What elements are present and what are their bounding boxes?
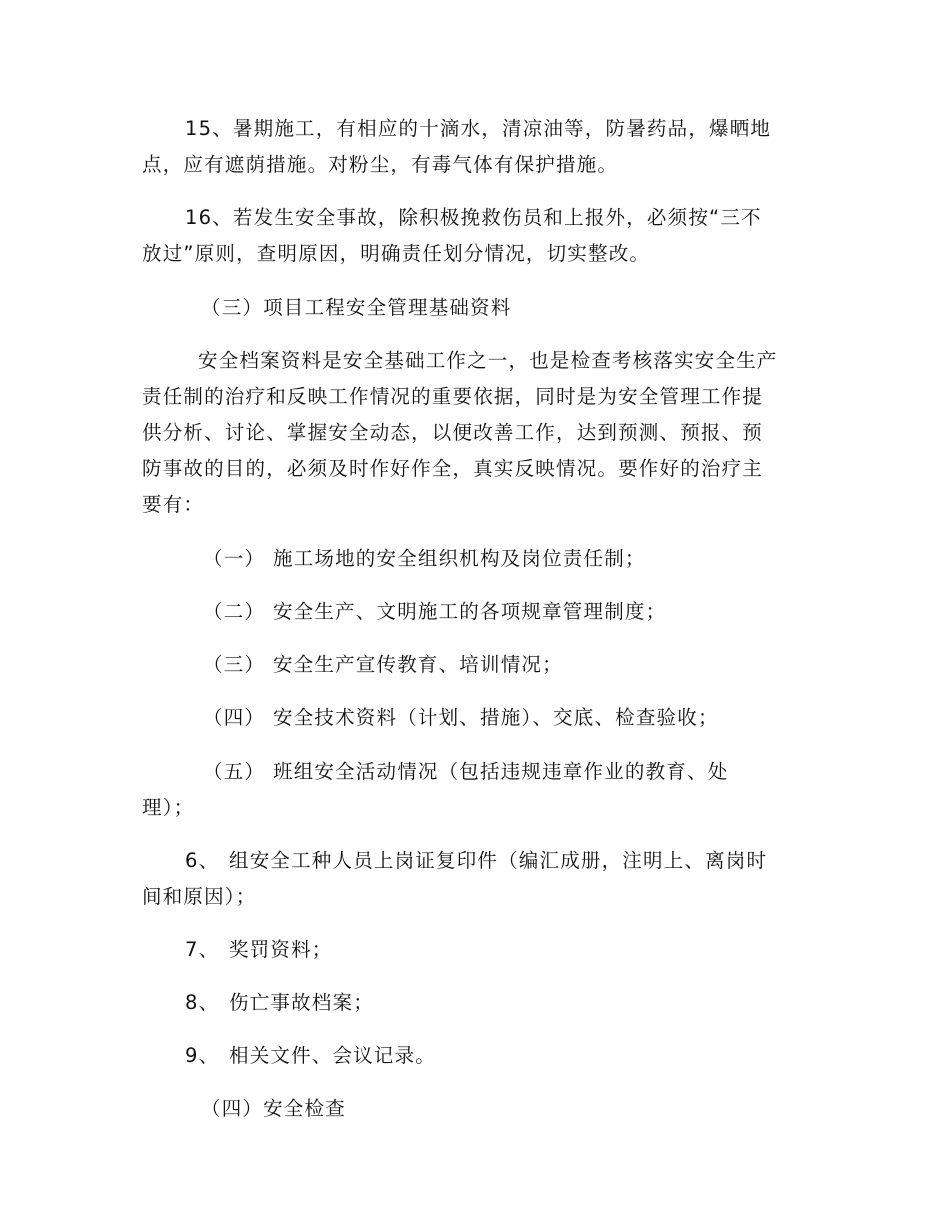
section-4-heading: （四）安全检查 bbox=[201, 1097, 346, 1120]
item-8-text: 伤亡事故档案； bbox=[229, 991, 374, 1014]
item-6-text-line-2: 间和原因）； bbox=[142, 885, 257, 908]
item-5-text-line-1: 班组安全活动情况（包括违规违章作业的教育、处 bbox=[273, 760, 729, 783]
item-9-marker: 9、 bbox=[185, 1044, 220, 1067]
item-4-text: 安全技术资料（计划、措施）、交底、检查验收； bbox=[273, 706, 719, 729]
item-5-marker: （五） bbox=[203, 760, 266, 783]
item-3-text: 安全生产宣传教育、培训情况； bbox=[273, 653, 563, 676]
item-5-text-line-2: 理）； bbox=[142, 796, 195, 819]
item-8-marker: 8、 bbox=[185, 991, 220, 1014]
item-6-marker: 6、 bbox=[185, 849, 220, 872]
item-7-marker: 7、 bbox=[185, 938, 220, 961]
paragraph-16-line-1: 16、若发生安全事故，除积极挽救伤员和上报外，必须按“三不 bbox=[185, 206, 762, 229]
paragraph-15-line-2: 点，应有遮荫措施。对粉尘，有毒气体有保护措施。 bbox=[142, 153, 619, 176]
item-7-text: 奖罚资料； bbox=[229, 938, 333, 961]
item-4-marker: （四） bbox=[203, 706, 266, 729]
paragraph-16-line-2: 放过”原则，查明原因，明确责任划分情况，切实整改。 bbox=[142, 242, 651, 265]
intro-line-4: 防事故的目的，必须及时作好作全，真实反映情况。要作好的治疗主 bbox=[142, 457, 764, 480]
item-3-marker: （三） bbox=[203, 653, 266, 676]
item-9-text: 相关文件、会议记录。 bbox=[229, 1044, 437, 1067]
item-1-text: 施工场地的安全组织机构及岗位责任制； bbox=[273, 547, 646, 570]
item-1-marker: （一） bbox=[203, 547, 266, 570]
item-2-marker: （二） bbox=[203, 600, 266, 623]
intro-line-5: 要有： bbox=[142, 493, 205, 516]
paragraph-15-line-1: 15、暑期施工，有相应的十滴水，清凉油等，防暑药品，爆晒地 bbox=[185, 117, 772, 140]
item-6-text-line-1: 组安全工种人员上岗证复印件（编汇成册，注明上、离岗时 bbox=[229, 849, 768, 872]
item-2-text: 安全生产、文明施工的各项规章管理制度； bbox=[273, 600, 667, 623]
intro-line-2: 责任制的治疗和反映工作情况的重要依据，同时是为安全管理工作提 bbox=[142, 385, 764, 408]
intro-line-1: 安全档案资料是安全基础工作之一，也是检查考核落实安全生产 bbox=[198, 349, 778, 372]
intro-line-3: 供分析、讨论、掌握安全动态，以便改善工作，达到预测、预报、预 bbox=[142, 421, 764, 444]
section-3-heading: （三）项目工程安全管理基础资料 bbox=[201, 296, 512, 319]
